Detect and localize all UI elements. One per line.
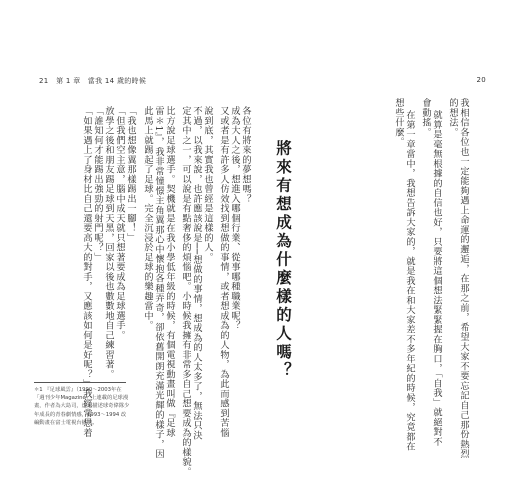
section-heading: 將來有想成為什麼樣的人嗎？ (274, 140, 292, 381)
right-page-column: 就算是毫無根據的自信也好，只要將這個想法緊緊握在胸口，「自我」就絕對不 (431, 110, 442, 447)
left-page-number: 21 (39, 77, 49, 85)
left-page-column: 「但我們空主意，腦中成天就只想著要成為足球選手。 (114, 106, 125, 340)
left-page-column: 「誰知何才能踢出強勁的射門呢？」 (92, 106, 103, 262)
left-page-column: 不過，以我來說，也許應該說是──想做的事情，想成為的人太多了，無法只決 (191, 106, 202, 440)
left-page-column: 放學之後和朋友踢足球到天黑，回家以後也數數地自己練習著。 (103, 106, 114, 379)
left-page-header (39, 76, 146, 86)
footnote: ＊1 『足球風雲』（1990～2003年在「週刊少年Magazine」上連載的足球漫畫，作者為大島司，透過描述球奇偉隊少年成長的青春劇情感，1993～1994 改編動畫在富士電視台播出。 (34, 387, 130, 426)
left-page-column: 「我也想像翼那樣踢出一腳！」 (125, 106, 136, 243)
right-page-header (476, 76, 486, 84)
left-page-column: 此馬上就踢起了足球。完全沉浸於足球的樂趣當中。 (142, 106, 153, 331)
footnote-divider (34, 382, 126, 383)
chapter-title: 第 1 章 當我 14 歲的時候 (56, 77, 147, 85)
right-page-column: 在第一章當中，我想告訴大家的，就是我在和大家差不多年紀的時候，究竟都在 (404, 110, 415, 452)
left-page-column: 成為大人之後，想進入哪個行業、從事哪種職業呢？ (229, 106, 240, 331)
left-page-column: 說到底，其實我也曾經是這樣的人。 (202, 106, 213, 262)
right-page-column: 會動搖。 (420, 98, 431, 137)
right-page-column: 想些什麼。 (393, 98, 404, 147)
left-page-column: 又或者是有許多人仿效找到想做的事情，或者想成為的人物，為此而感到苦惱 (218, 106, 229, 438)
left-page-column: 比方說足球選手。契機就是在我小學低年級的時候，有個電視動畫叫做『足球 (164, 106, 175, 438)
left-page-column: 雷＊1』，我非常憧憬主角翼那心中懷抱各種弄奇，卻依舊開朗充滿光輝的樣子，因 (153, 106, 164, 459)
right-page-column: 我相信各位也一定能夠遇上命運的邂逅，在那之前，希望大家不要忘記自己那份熱烈 (458, 98, 469, 459)
left-page-column: 各位有將來的夢想嗎？ (240, 106, 251, 204)
left-page-column: 「如果遇上了身材比自己還要高大的對手，又應該如何是好呢？」我經常思着 (81, 106, 92, 438)
right-page-number: 20 (476, 76, 486, 84)
left-page-column: 定其中之一，可以說是有點奢侈的煩惱吧。小時候我擁有非常多自己想要成為的樣貌。 (180, 106, 191, 477)
right-page-column: 的想法。 (447, 98, 458, 137)
